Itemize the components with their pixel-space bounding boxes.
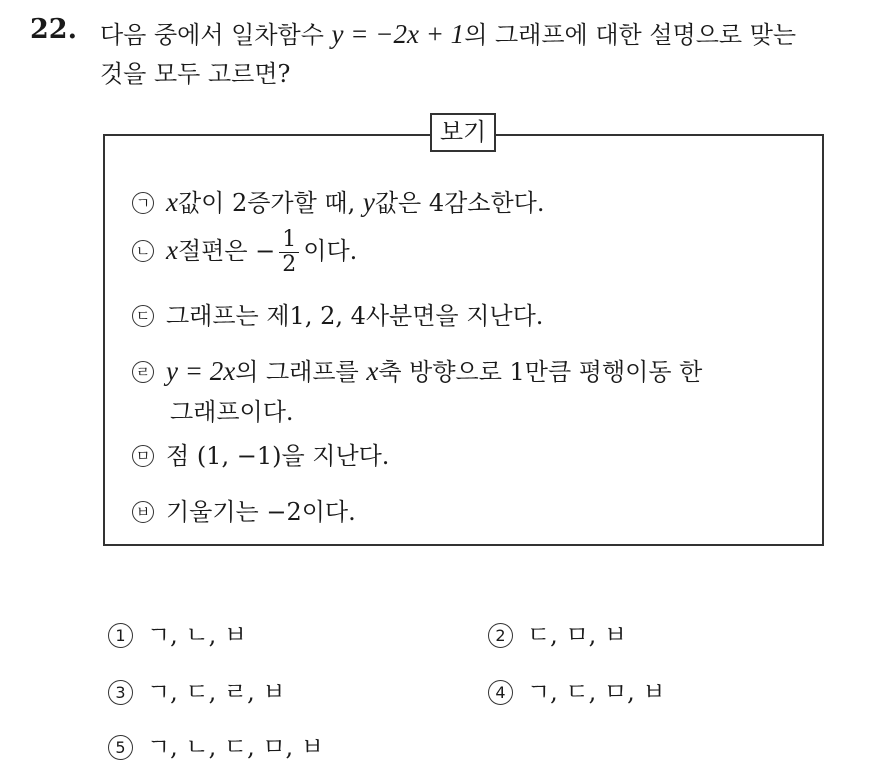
choice-text: ㄷ, ㅁ, ㅂ [527,621,628,649]
item-text: 축 방향으로 1만큼 평행이동 한 [378,358,703,386]
fraction-denominator: 2 [282,252,297,277]
item-nieun [132,228,357,277]
item-text: 절편은 − [177,237,276,265]
item-text: 기울기는 −2이다. [166,498,356,526]
example-box-title: 보기 [430,113,496,152]
question-line-2: 것을 모두 고르면? [100,60,291,88]
item-text: 그래프는 제1, 2, 4사분면을 지난다. [166,302,544,330]
item-text: 이다. [303,237,358,265]
item-mark: ㅁ [132,445,154,467]
item-text: 의 그래프를 [235,358,367,386]
choice-number: 1 [108,623,133,648]
variable: y [362,187,375,217]
item-rieul [132,352,702,387]
item-mark: ㄹ [132,361,154,383]
variable: x [166,235,178,265]
item-giyeok [132,183,545,218]
fraction-numerator: 1 [279,228,299,253]
choice-text: ㄱ, ㄴ, ㄷ, ㅁ, ㅂ [147,733,324,761]
equation: y = 2x [166,356,236,386]
choice-number: 3 [108,680,133,705]
item-mieum [132,436,389,471]
question-equation: y = −2x + 1 [331,19,465,49]
item-mark: ㅂ [132,501,154,523]
question-number: 22. [30,14,77,45]
choice-3[interactable] [108,672,286,707]
choice-1[interactable] [108,615,247,650]
variable: x [366,356,379,386]
choice-4[interactable] [488,672,666,707]
item-mark: ㄱ [132,192,154,214]
choice-text: ㄱ, ㄷ, ㄹ, ㅂ [147,678,286,706]
choice-text: ㄱ, ㄷ, ㅁ, ㅂ [527,678,666,706]
choice-text: ㄱ, ㄴ, ㅂ [147,621,248,649]
question-text: 의 그래프에 대한 설명으로 맞는 [464,21,797,49]
question-line-1 [100,15,796,50]
item-text: 점 (1, −1)을 지난다. [166,442,390,470]
item-mark: ㄴ [132,240,154,262]
item-mark: ㄷ [132,305,154,327]
choice-number: 4 [488,680,513,705]
choice-number: 5 [108,735,133,760]
item-bieup [132,492,356,527]
item-text: 값이 2증가할 때, [177,189,363,217]
item-text: 값은 4감소한다. [374,189,545,217]
choice-number: 2 [488,623,513,648]
choice-2[interactable] [488,615,627,650]
variable: x [166,187,178,217]
question-text: 다음 중에서 일차함수 [100,21,332,49]
item-digeut [132,296,543,331]
fraction [279,228,299,277]
item-rieul-continuation: 그래프이다. [170,398,294,426]
